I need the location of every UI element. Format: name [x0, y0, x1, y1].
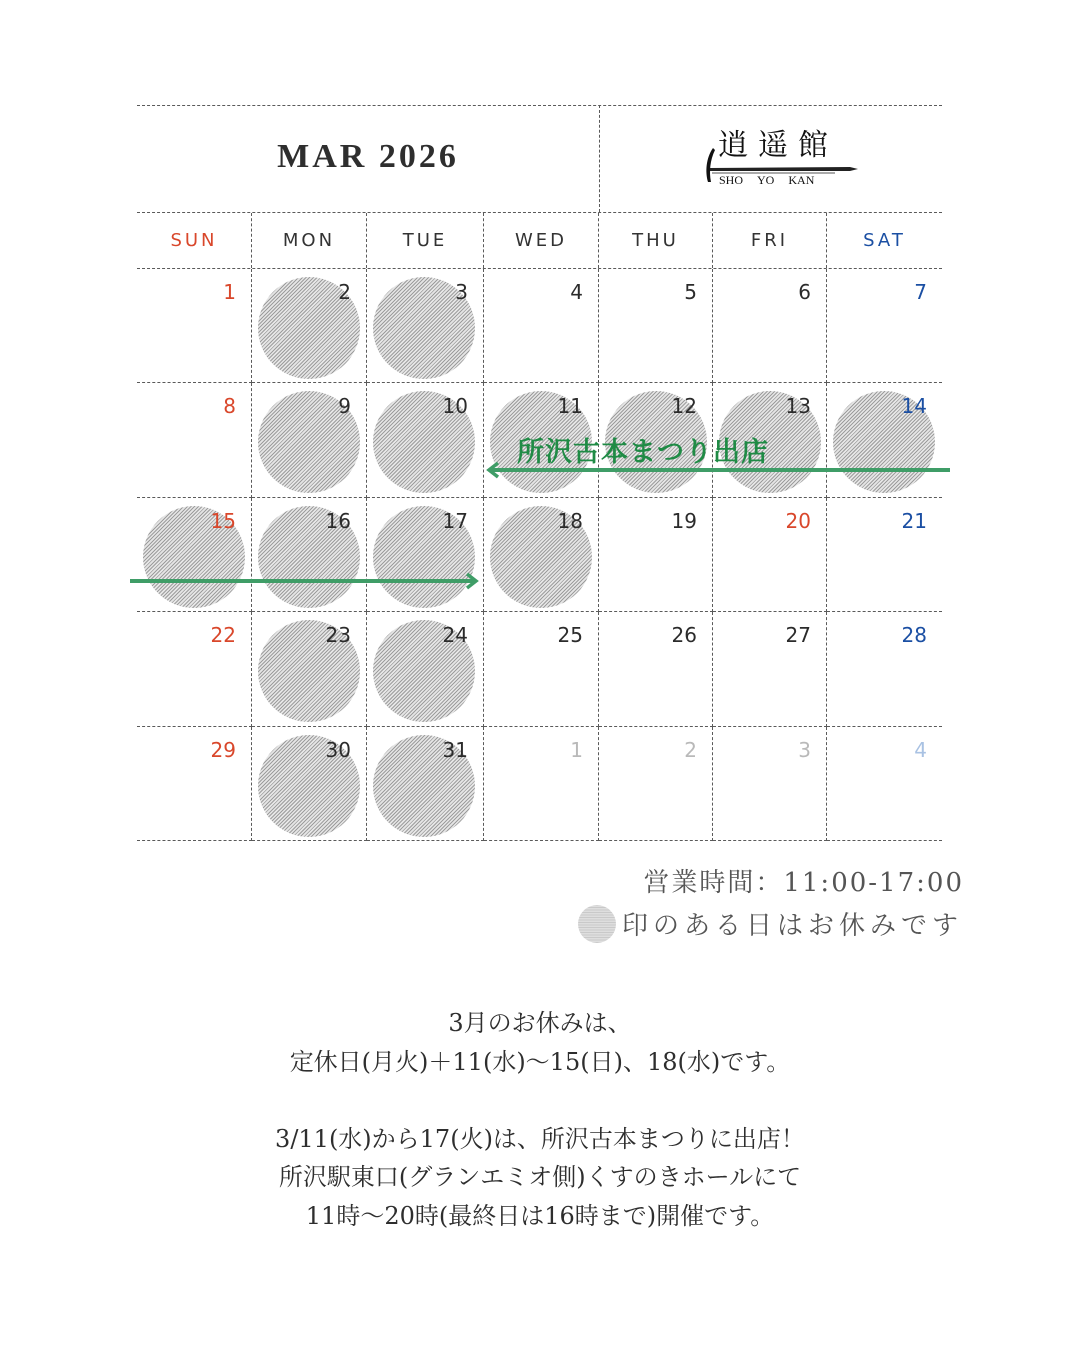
notice-line: 所沢駅東口(グランエミオ側)くすのきホールにて [278, 1163, 802, 1191]
weekday-sun: SUN [137, 213, 252, 268]
logo-romaji-yo: YO [757, 173, 775, 187]
day-cell [367, 612, 484, 726]
day-number: 13 [785, 394, 811, 419]
day-number: 25 [557, 623, 583, 648]
event-label: 所沢古本まつり出店 [517, 437, 769, 468]
day-number: 4 [914, 737, 927, 762]
day-number: 7 [914, 280, 927, 304]
day-number: 12 [671, 394, 697, 419]
top-divider [137, 105, 942, 106]
weekday-mon: MON [252, 213, 367, 268]
day-number: 30 [325, 737, 351, 762]
day-cell [599, 612, 713, 726]
day-cell [137, 383, 252, 497]
closed-legend-icon [578, 905, 616, 943]
day-number: 28 [901, 623, 927, 648]
day-number: 6 [798, 280, 811, 304]
event-arrow-right-icon [130, 572, 482, 590]
day-number: 23 [325, 623, 351, 648]
day-number: 29 [210, 737, 236, 762]
day-cell [713, 727, 827, 841]
day-cell [484, 269, 599, 383]
day-cell [599, 269, 713, 383]
holiday-notice [0, 1004, 1080, 1235]
day-number: 4 [570, 280, 583, 304]
day-cell [367, 269, 484, 383]
day-number: 27 [785, 623, 811, 648]
day-cell [137, 727, 252, 841]
day-cell [484, 727, 599, 841]
calendar-grid [137, 269, 942, 841]
day-number: 22 [210, 623, 236, 648]
day-cell [367, 498, 484, 612]
day-cell [599, 727, 713, 841]
day-number: 2 [338, 280, 351, 304]
notice-line: 3月のお休みは、 [448, 1009, 632, 1037]
day-cell [137, 498, 252, 612]
day-number: 1 [223, 280, 236, 304]
day-cell [137, 612, 252, 726]
day-cell [713, 612, 827, 726]
day-number: 3 [798, 737, 811, 762]
day-number: 3 [455, 280, 468, 304]
day-cell [713, 498, 827, 612]
weekday-sat: SAT [863, 230, 906, 251]
day-cell [252, 612, 367, 726]
logo-romaji-kan: KAN [788, 173, 815, 187]
month-title: MAR 2026 [277, 138, 459, 175]
day-cell [827, 498, 942, 612]
day-number: 21 [901, 508, 927, 533]
day-cell [827, 269, 942, 383]
day-cell [367, 727, 484, 841]
day-number: 2 [684, 737, 697, 762]
notice-line: 11時～20時(最終日は16時まで)開催です。 [305, 1201, 775, 1230]
logo-romaji [719, 173, 814, 187]
day-cell [137, 269, 252, 383]
weekday-thu: THU [599, 213, 713, 268]
day-number: 16 [325, 508, 351, 533]
day-number: 11 [557, 394, 583, 419]
day-cell [252, 498, 367, 612]
day-number: 10 [442, 394, 468, 419]
day-cell [713, 269, 827, 383]
notice-line: 定休日(月火)＋11(水)～15(日)、18(水)です。 [289, 1047, 791, 1076]
logo-kanji: 逍遥館 [718, 128, 838, 163]
day-number: 20 [785, 508, 811, 533]
day-cell [367, 383, 484, 497]
day-number: 9 [338, 394, 351, 419]
day-number: 31 [442, 737, 468, 762]
day-cell [827, 727, 942, 841]
logo-romaji-sho: SHO [719, 173, 744, 187]
shop-logo [700, 120, 870, 195]
day-number: 19 [671, 508, 697, 533]
day-number: 14 [901, 394, 927, 419]
day-cell [252, 727, 367, 841]
day-number: 15 [210, 508, 236, 533]
header-divider [599, 105, 600, 212]
day-number: 17 [442, 508, 468, 533]
day-number: 5 [684, 280, 697, 304]
day-cell [252, 269, 367, 383]
day-cell [827, 383, 942, 497]
weekday-tue: TUE [367, 213, 484, 268]
notice-line: 3/11(水)から17(火)は、所沢古本まつりに出店！ [275, 1124, 805, 1153]
day-number: 26 [671, 623, 697, 648]
weekday-wed: WED [484, 213, 599, 268]
day-cell [599, 498, 713, 612]
business-hours: 営業時間：11:00-17:00 [643, 868, 964, 898]
notice-spacer [0, 1081, 1080, 1120]
day-number: 1 [570, 737, 583, 762]
day-number: 24 [442, 623, 468, 648]
closed-legend-text: 印のある日はお休みです [622, 911, 964, 941]
day-number: 18 [557, 508, 583, 533]
weekday-header [137, 212, 942, 269]
day-number: 8 [223, 394, 236, 419]
day-cell [484, 612, 599, 726]
day-cell [484, 498, 599, 612]
day-cell [252, 383, 367, 497]
day-cell [827, 612, 942, 726]
weekday-fri: FRI [713, 213, 827, 268]
